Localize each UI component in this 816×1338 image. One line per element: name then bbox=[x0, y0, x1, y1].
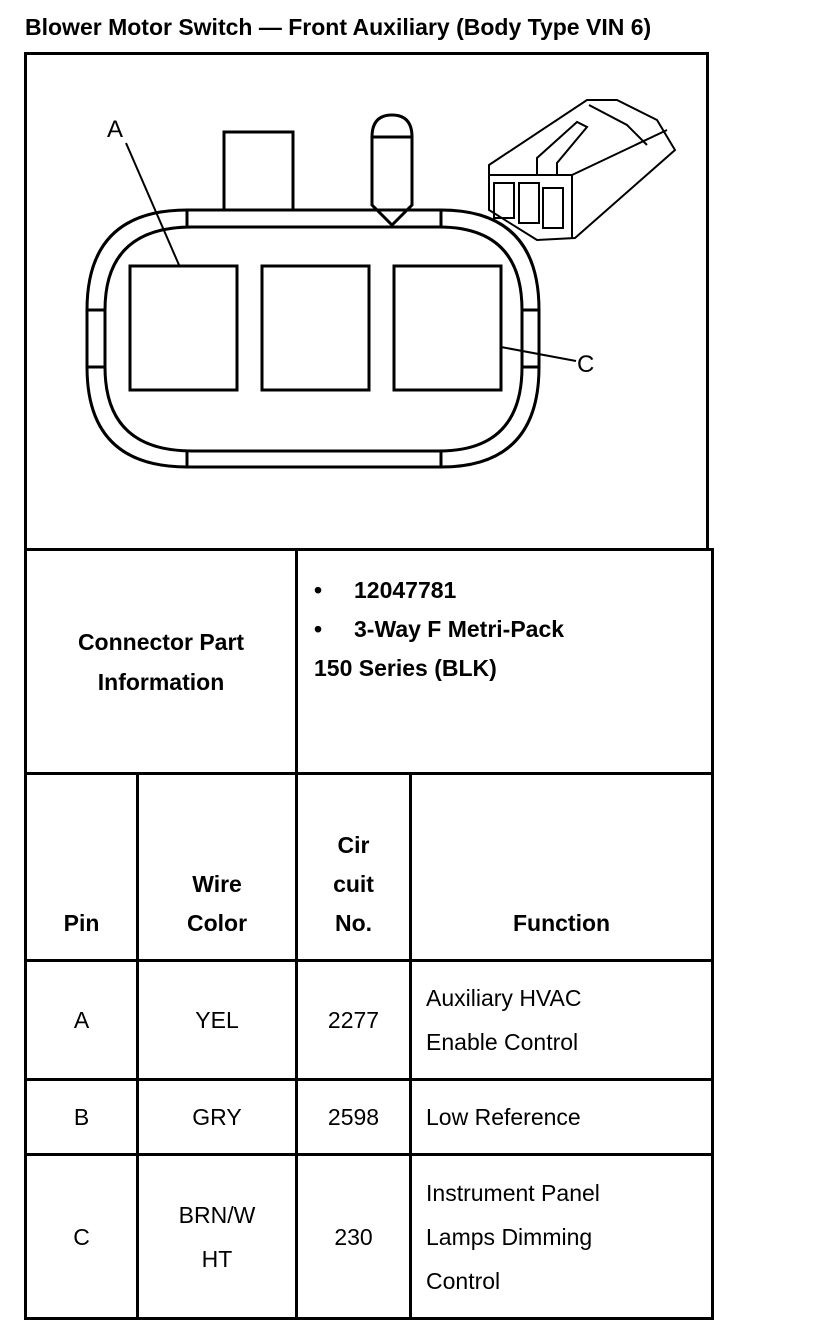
cavity-a bbox=[130, 266, 237, 390]
connector-info-values bbox=[297, 550, 713, 774]
connector-table bbox=[24, 548, 714, 1320]
wire-color-cell: GRY bbox=[138, 1080, 297, 1155]
header-function: Function bbox=[411, 774, 713, 961]
connector-isometric-view bbox=[489, 100, 675, 240]
bullet: • bbox=[314, 577, 323, 603]
function-cell: Low Reference bbox=[411, 1080, 713, 1155]
pin-cell: A bbox=[26, 961, 138, 1080]
connector-series: 150 Series (BLK) bbox=[314, 655, 497, 681]
table-row bbox=[26, 1155, 713, 1319]
header-pin: Pin bbox=[26, 774, 138, 961]
connector-outer-shell bbox=[87, 210, 539, 467]
connector-face-illustration bbox=[27, 55, 712, 552]
wire-color-cell: YEL bbox=[138, 961, 297, 1080]
connector-diagram bbox=[24, 52, 709, 549]
header-wire-color: Wire Color bbox=[138, 774, 297, 961]
connector-info-row bbox=[26, 550, 713, 774]
table-row bbox=[26, 961, 713, 1080]
cavity-c bbox=[394, 266, 501, 390]
callout-c-label: C bbox=[577, 351, 595, 378]
page-title: Blower Motor Switch — Front Auxiliary (Body Type VIN 6) bbox=[25, 14, 652, 40]
connector-inner-shell bbox=[105, 227, 522, 451]
table-header-row bbox=[26, 774, 713, 961]
circuit-cell: 230 bbox=[297, 1155, 411, 1319]
function-cell: Auxiliary HVAC Enable Control bbox=[411, 961, 713, 1080]
circuit-cell: 2277 bbox=[297, 961, 411, 1080]
table-row bbox=[26, 1080, 713, 1155]
header-circuit-no: Cir cuit No. bbox=[297, 774, 411, 961]
pin-cell: C bbox=[26, 1155, 138, 1319]
connector-description: 3-Way F Metri-Pack bbox=[354, 616, 565, 642]
connector-info-label: Connector Part Information bbox=[26, 550, 297, 774]
circuit-cell: 2598 bbox=[297, 1080, 411, 1155]
part-number: 12047781 bbox=[354, 577, 457, 603]
pin-cell: B bbox=[26, 1080, 138, 1155]
wire-color-cell: BRN/W HT bbox=[138, 1155, 297, 1319]
callout-a-label: A bbox=[107, 116, 124, 143]
function-cell: Instrument Panel Lamps Dimming Control bbox=[411, 1155, 713, 1319]
callout-a-leader bbox=[126, 143, 179, 265]
cavity-b bbox=[262, 266, 369, 390]
connector-key bbox=[224, 132, 293, 210]
bullet: • bbox=[314, 616, 323, 642]
